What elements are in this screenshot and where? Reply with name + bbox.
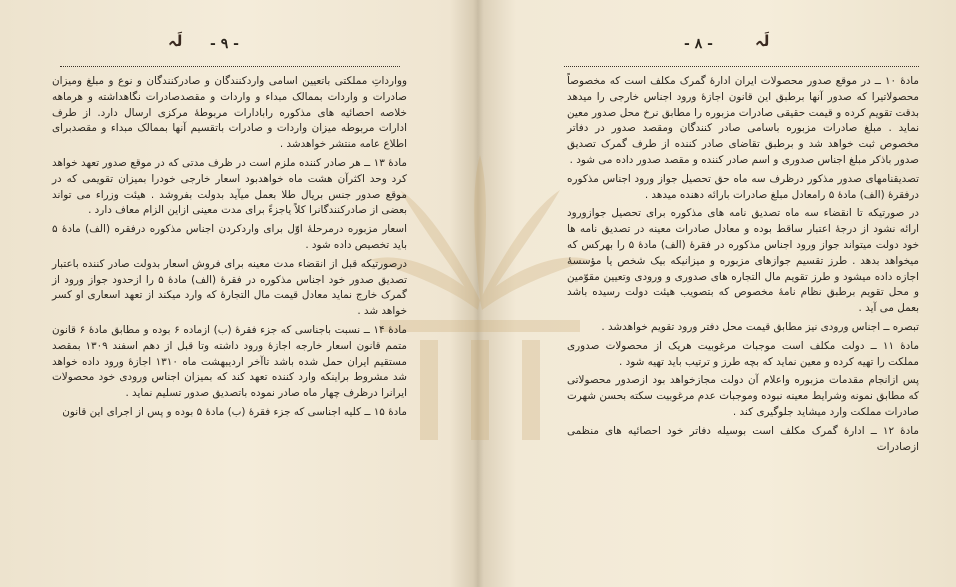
paragraph: مادهٔ ۱۲ ــ ادارهٔ گمرک مکلف است بوسیله دفاتر خود احصائیه های منظمی ازصادرات xyxy=(567,424,919,453)
paragraph: مادهٔ ۱۴ ــ نسبت باجناسی که جزء فقرهٔ (ب) ازماده ۶ بوده و مطابق مادهٔ ۶ قانون متمم قانون اسعار خارجه اجازهٔ ورود داشته وتا قبل از دهم اسفند ۱۳۰۹ بمقصد مستقیم ایران حمل شده باشد تاآخر اردیبهشت ماه ۱۳۱۰ اجازهٔ ورود داده خواهد شد مشروط براینکه وارد کننده تعهد کند که بمیزان اجناس ورودی خود محصولات ایرانرا درظرف چهار ماه صادر نموده باتصدیق صدور تسلیم نماید . xyxy=(52,323,407,400)
header-rule xyxy=(564,66,919,67)
page-ornament: لَہ xyxy=(755,32,770,50)
paragraph: مادهٔ ۱۱ ــ دولت مکلف است موجبات مرغوبیت هریک از محصولات صدوری مملکت را تهیه کرده و معین نماید که بچه طرز و ترتیب باید تهیه شود . xyxy=(567,339,920,368)
page-ornament: لَہ xyxy=(168,32,183,50)
left-page xyxy=(0,0,477,587)
paragraph: ووارداتِ مملکتی باتعیین اسامی واردکنندگان و صادرکنندگان و نوع و مبلغ ومیزان صادرات و واردات بممالک مبداء و واردات و مقصدصادرات نگاهداشته و هرماهه خلاصه احصائیه های مذکوره رابادارات مربوطهٔ مرکزی ارسال دارد. از طرف ادارات مربوطه میزان واردات و صادرات باتقسیم آنها بممالک مبداء و مقصدبرای اطلاع عامه منتشر خواهدشد . xyxy=(52,75,407,151)
paragraph: در صورتیکه تا انقضاء سه ماه تصدیق نامه های مذکوره برای تحصیل جوازورود ارائه نشود از درجهٔ اعتبار ساقط بوده و معادل صادرات معینه در تصدیق نامه ها خود دولت میتواند جواز ورود اجناس مذکوره در فقرهٔ (الف) مادهٔ ۵ را بهرکس که میخواهد بدهد . طرز تقسیم جوازهای مزبوره و میزانیکه بیک شخص یا مؤسسهٔ اجازه داده میشود و طرز تقویم مال التجاره های صدوری و ورودی وتعیین مقوّمین و محل تقویم برطبق نظام نامهٔ مخصوص که بتصویب هیئت دولت رسیده باشد بعمل می آید . xyxy=(567,207,919,315)
paragraph: اسعار مزبوره درمرحلهٔ اوّل برای واردکردن اجناس مذکوره درفقره (الف) مادهٔ ۵ باید تخصیص داده شود . xyxy=(52,223,407,251)
paragraph: پس ازانجام مقدمات مزبوره واعلام آن دولت مجازخواهد بود ازصدور محصولاتی که مطابق نمونه وشرایط معینه نبوده وموجبات عدم مرغوبیت سکته بحسن شهرت صادرات مملکت وارد میشاید جلوگیری کند . xyxy=(567,374,919,418)
paragraph: مادهٔ ۱۰ ــ در موقع صدور محصولات ایران ادارهٔ گمرک مکلف است که مخصوصاً محصولاتیرا که صدور آنها برطبق این قانون اجازهٔ ورود اجناس خارجی را میدهد بدقت تقویم کرده و قیمت حقیقی صادرات مزبوره را مطابق نرخ محل صدور معین نماید . مبلغ صادرات مزبوره باسامی صادر کنندگان ومقصد صدور در دفاتر مخصوص ثبت خواهد شد و برطبق تقاضای صادر کننده از طرف گمرک تصدیق صدور باذکر مبلغ اجناس صدوری و اسم صادر کننده و مقصد صدور داده می شود . xyxy=(567,75,919,166)
paragraph: درصورتیکه قبل از انقضاء مدت معینه برای فروش اسعار بدولت صادر کننده باعتبار تصدیق صدور خود اجناس مذکوره در فقرهٔ (الف) مادهٔ ۵ را ازحدود جواز ورود از گمرک خارج نماید معادل قیمت مال التجارهٔ که وارد میکند از تعهد اسعاری او کسر خواهد شد . xyxy=(52,257,407,318)
header-rule xyxy=(60,66,400,67)
right-page xyxy=(479,0,956,587)
paragraph: تبصره ــ اجناس ورودی نیز مطابق قیمت محل دفتر ورود تقویم خواهدشد . xyxy=(601,320,919,333)
paragraph: مادهٔ ۱۵ ــ کلیه اجناسی که جزء فقرهٔ (ب) مادهٔ ۵ بوده و پس از اجرای این قانون xyxy=(62,405,407,418)
paragraph: تصدیقنامهای صدور مذکور درظرف سه ماه حق تحصیل جواز ورود اجناس مذکوره درفقرهٔ (الف) مادهٔ ۵ رامعادل مبلغ صادرات بارائه دهنده میدهد . xyxy=(567,172,919,201)
paragraph: مادهٔ ۱۳ ــ هر صادر کننده ملزم است در ظرف مدتی که در موقع صدور تعهد خواهد کرد وحد اکثرآن هشت ماه خواهدبود اسعار خارجی خودرا بمیزان تقویمی که در موقع صدور جنس بریال طلا بعمل میآید بدولت بفروشد . هیئت وزراء می تواند بعضی از صادرکنندگانرا کلاً یاجزءً برای مدت معینی ازاین الزام معاف دارد . xyxy=(52,156,407,217)
page-number: - ۹ - xyxy=(210,36,239,52)
page-body xyxy=(52,74,407,421)
page-number: - ۸ - xyxy=(684,36,713,52)
page-body xyxy=(567,74,919,455)
